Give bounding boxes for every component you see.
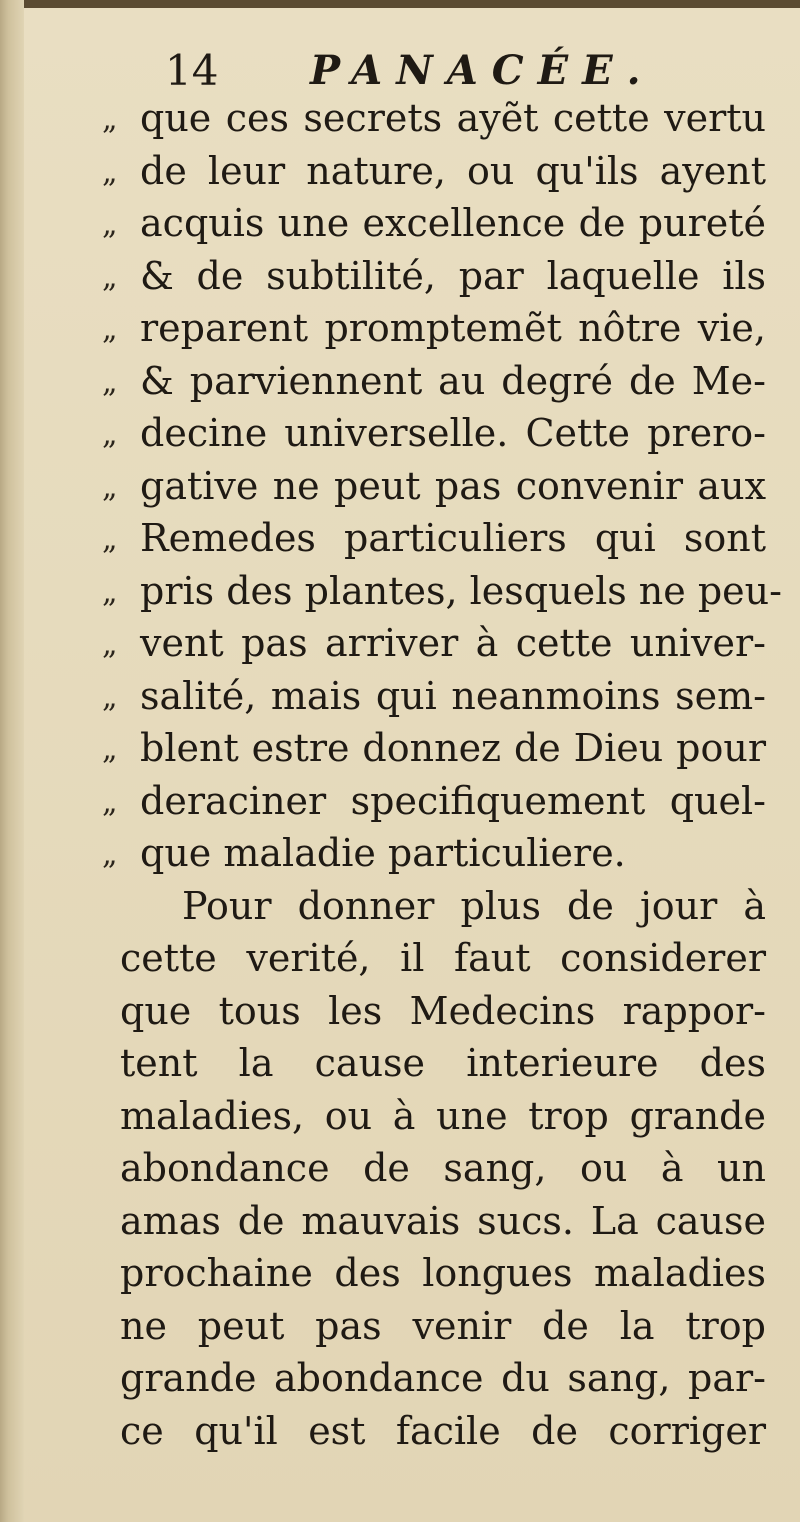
text-line (0, 92, 800, 145)
quote-mark: „ (102, 784, 118, 820)
text-line (0, 827, 800, 880)
line-text: maladies, ou à une trop grande (120, 1093, 766, 1138)
line-text: decine universelle. Cette prero- (140, 411, 766, 455)
text-line (0, 985, 800, 1038)
text-line (0, 1352, 800, 1405)
line-text: gative ne peut pas convenir aux (140, 463, 766, 508)
text-line (0, 145, 800, 198)
text-line (0, 197, 800, 250)
line-text: grande abondance du sang, par- (120, 1356, 766, 1400)
line-text: que ces secrets ayẽt cette vertu (140, 96, 766, 140)
body-text (0, 92, 800, 1457)
quote-mark: „ (102, 469, 118, 505)
text-line (0, 460, 800, 513)
line-text: ne peut pas venir de la trop (120, 1303, 766, 1348)
text-line (0, 1300, 800, 1353)
line-text: que maladie particuliere. (140, 831, 626, 875)
line-text: tent la cause interieure des (120, 1041, 766, 1085)
text-line (0, 1037, 800, 1090)
text-line (0, 670, 800, 723)
text-line (0, 355, 800, 408)
text-line (0, 512, 800, 565)
running-title: PANACÉE. (310, 47, 655, 94)
line-text: blent estre donnez de Dieu pour (140, 726, 766, 770)
quote-mark: „ (102, 154, 118, 190)
line-text: vent pas arriver à cette univer- (140, 621, 766, 665)
quote-mark: „ (102, 522, 118, 557)
text-line (0, 617, 800, 670)
line-text: & parviennent au degré de Me- (140, 358, 766, 403)
line-text: & de subtilité, par laquelle ils (140, 253, 766, 298)
line-text: cette verité, il faut considerer (120, 936, 766, 980)
text-line (0, 775, 800, 828)
page-number: 14 (165, 46, 219, 95)
quote-mark: „ (102, 207, 118, 242)
quote-mark: „ (102, 102, 118, 137)
line-text: Pour donner plus de jour à (182, 883, 766, 928)
line-text: salité, mais qui neanmoins sem- (140, 673, 766, 718)
text-line (0, 1090, 800, 1143)
quote-mark: „ (102, 417, 118, 452)
page-top-edge (0, 0, 800, 8)
quote-mark: „ (102, 312, 118, 347)
quote-mark: „ (102, 364, 118, 400)
text-line (0, 407, 800, 460)
quote-mark: „ (102, 574, 118, 610)
line-text: abondance de sang, ou à un (120, 1146, 766, 1190)
line-text: Remedes particuliers qui sont (140, 516, 766, 560)
line-text: deraciner specifiquement quel- (140, 778, 766, 823)
quote-mark: „ (102, 732, 118, 767)
text-line (0, 302, 800, 355)
text-line (0, 722, 800, 775)
quote-mark: „ (102, 259, 118, 295)
quote-mark: „ (102, 679, 118, 715)
line-text: de leur nature, ou qu'ils ayent (140, 148, 766, 193)
line-text: acquis une excellence de pureté (140, 201, 766, 245)
text-line (0, 932, 800, 985)
text-line (0, 1195, 800, 1248)
text-line (0, 1247, 800, 1300)
text-line (0, 565, 800, 618)
line-text: reparent promptemẽt nôtre vie, (140, 306, 766, 350)
quote-mark: „ (102, 837, 118, 872)
text-line (0, 1405, 800, 1458)
paragraph-first-line (0, 880, 800, 933)
line-text: pris des plantes, lesquels ne peu- (140, 568, 782, 613)
text-line (0, 250, 800, 303)
quote-mark: „ (102, 627, 118, 662)
line-text: amas de mauvais sucs. La cause (120, 1198, 766, 1243)
line-text: que tous les Medecins rappor- (120, 988, 766, 1033)
line-text: ce qu'il est facile de corriger (120, 1408, 766, 1453)
text-line (0, 1142, 800, 1195)
line-text: prochaine des longues maladies (120, 1251, 766, 1295)
